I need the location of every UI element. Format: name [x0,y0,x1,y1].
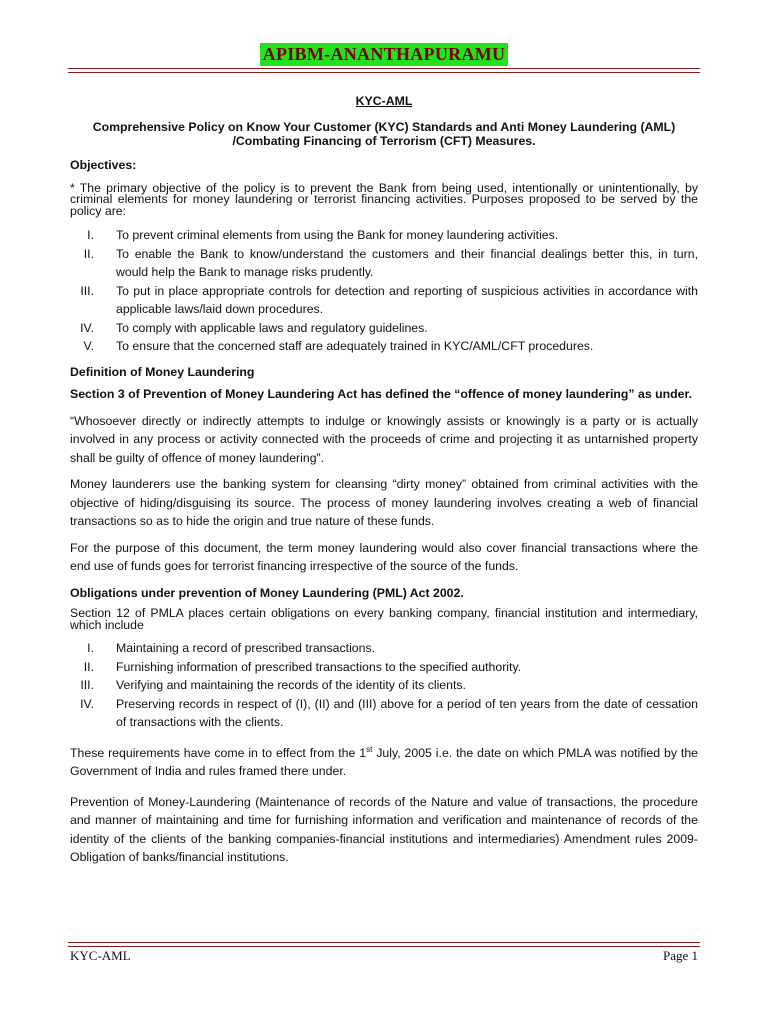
page-number: Page 1 [662,948,698,963]
list-item: I. To prevent criminal elements from using the Bank for money laundering activities. [87,228,559,242]
list-item: V. To ensure that the concerned staff are adequately trained in KYC/AML/CFT procedures. [83,339,594,353]
header-rule [68,68,700,73]
list-item: IV. To comply with applicable laws and regulatory guidelines. [80,320,428,335]
objectives-heading: Objectives: [70,158,137,172]
header-title: APIBM-ANANTHAPURAMU [260,43,509,66]
section-3-heading: Section 3 of Prevention of Money Laundering Act has defined the “offence of money laundering” as under. [70,387,692,401]
definition-heading: Definition of Money Laundering [70,364,255,379]
rules-paragraph: Prevention of Money-Laundering (Maintenance of records of the Nature and value of transactions, the procedure and manner of maintaining and time for furnishing information and verification and maintenance of records of the identity of the clients of the banking companies-financial institutions and intermediaries) Amendment rules 2009-Obligation of banks/financial institutions. [70,794,698,864]
policy-title-line-1: Comprehensive Policy on Know Your Customer (KYC) Standards and Anti Money Laundering (AML) [92,120,676,134]
list-item: II. To enable the Bank to know/understand the customers and their financial dealings better this, in turn, would help the Bank to manage risks prudently. [83,246,698,279]
effective-date-paragraph: These requirements have come in to effect from the 1st July, 2005 i.e. the date on which PMLA was notified by the Government of India and rules framed there under. [70,744,698,778]
header [0,43,768,66]
list-item: III. Verifying and maintaining the records of the identity of its clients. [80,678,466,692]
list-item: IV. Preserving records in respect of (I), (II) and (III) above for a period of ten years from the date of cessation of transactions with the clients. [80,696,698,729]
definition-quote: “Whosoever directly or indirectly attempts to indulge or knowingly assists or knowingly is a party or is actually involved in any process or activity connected with the proceeds of crime and projecting it as untarnished property shall be guilty of offence of money laundering”. [70,413,698,465]
obligations-list [70,639,698,732]
obligations-intro: Section 12 of PMLA places certain obligations on every banking company, financial institution and intermediary, which include [70,606,698,632]
footer-rule [68,942,700,947]
objectives-list [70,226,698,356]
list-item: I. Maintaining a record of prescribed transactions. [87,641,376,655]
launderers-paragraph: Money launderers use the banking system for cleansing “dirty money” obtained from criminal activities with the objective of hiding/disguising its source. The process of money laundering involves creating a web of financial transactions so as to hide the origin and true nature of these funds. [70,477,698,528]
document-body [70,92,698,867]
policy-title-line-2: /Combating Financing of Terrorism (CFT) Measures. [232,134,536,148]
list-item: II. Furnishing information of prescribed transactions to the specified authority. [83,659,522,674]
policy-title [70,120,698,148]
obligations-heading: Obligations under prevention of Money Laundering (PML) Act 2002. [70,585,464,600]
objectives-intro: * The primary objective of the policy is to prevent the Bank from being used, intentionally or unintentionally, by criminal elements for money laundering or terrorist financing activities. Purposes proposed to be served by the policy are: [70,180,698,218]
list-item: III. To put in place appropriate controls for detection and reporting of suspicious activities in accordance with applicable laws/laid down procedures. [80,283,698,316]
doc-title: KYC-AML [355,94,413,108]
footer-doc-name: KYC-AML [70,948,131,963]
document-scope-paragraph: For the purpose of this document, the term money laundering would also cover financial transactions where the end use of funds goes for terrorist financing irrespective of the source of the funds. [70,540,698,573]
